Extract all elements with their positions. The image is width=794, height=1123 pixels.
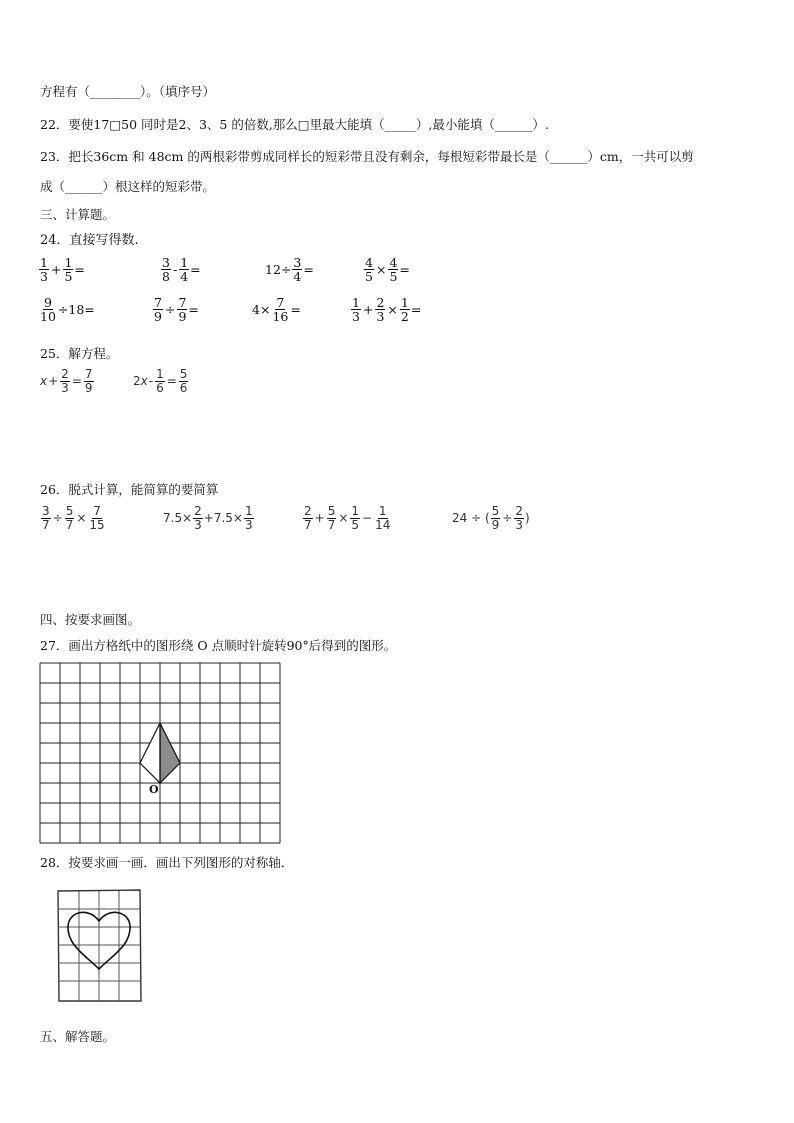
q27-text: 27．画出方格纸中的图形绕 O 点顺时针旋转90°后得到的图形。	[40, 638, 397, 653]
q24-expr-1: $\frac{1}{3}$ + $\frac{1}{5}$ =	[40, 255, 85, 285]
q21-tail: 方程有（________）。（填序号）	[40, 84, 216, 99]
q26-expr-1: $\frac{3}{7}$ ÷ $\frac{5}{7}$ × $\frac{7}{15}$	[42, 504, 105, 532]
q22-text: 22．要使17□50 同时是2、3、5 的倍数,那么□里最大能填（_____）,最小能填（______）.	[40, 117, 549, 132]
point-o-label: O	[149, 783, 159, 796]
q25-equation-2: 2 x - $\frac{1}{6}$ = $\frac{5}{6}$	[133, 367, 188, 395]
q24-expr-7: 4× $\frac{7}{16}$ =	[252, 295, 301, 325]
q25-title: 25．解方程。	[40, 346, 119, 361]
q25-equation-1: x + $\frac{2}{3}$ = $\frac{7}{9}$	[40, 367, 93, 395]
q23-text-line1: 23．把长36cm 和 48cm 的两根彩带剪成同样长的短彩带且没有剩余，每根短彩带最长是（______）cm，一共可以剪	[40, 149, 694, 164]
heart-grid-lines	[58, 890, 141, 1001]
section-4-title: 四、按要求画图。	[40, 612, 141, 627]
q24-expr-8: $\frac{1}{3}$ + $\frac{2}{3}$ × $\frac{1}{2}$ =	[352, 295, 422, 325]
section-5-title: 五、解答题。	[40, 1029, 116, 1044]
q24-expr-2: $\frac{3}{8}$ - $\frac{1}{4}$ =	[162, 255, 201, 285]
kite-shape	[140, 723, 180, 783]
q24-expr-6: $\frac{7}{9}$ ÷ $\frac{7}{9}$ =	[154, 295, 199, 325]
q24-expr-4: $\frac{4}{5}$ × $\frac{4}{5}$ =	[365, 255, 410, 285]
kite-left-half	[140, 723, 160, 783]
q23-text-line2: 成（______）根这样的短彩带。	[40, 179, 216, 194]
heart-grid-figure	[55, 889, 143, 1003]
rotation-grid-figure	[39, 662, 281, 844]
q26-expr-3: $\frac{2}{7}$ + $\frac{5}{7}$ × $\frac{1}{5}$ − $\frac{1}{14}$	[304, 504, 391, 532]
q26-expr-2: 7.5× $\frac{2}{3}$ +7.5× $\frac{1}{3}$	[163, 504, 253, 532]
q26-title: 26．脱式计算，能简算的要简算	[40, 482, 219, 497]
section-3-title: 三、计算题。	[40, 207, 116, 222]
kite-shaded-half	[160, 723, 180, 783]
q24-expr-5: $\frac{9}{10}$ ÷18=	[40, 295, 95, 325]
q24-expr-3: 12÷ $\frac{3}{4}$ =	[265, 255, 314, 285]
q28-text: 28．按要求画一画．画出下列图形的对称轴．	[40, 855, 294, 870]
q26-expr-4: 24 ÷ ( $\frac{5}{9}$ ÷ $\frac{2}{3}$ )	[452, 504, 530, 532]
q24-title: 24．直接写得数.	[40, 233, 139, 248]
